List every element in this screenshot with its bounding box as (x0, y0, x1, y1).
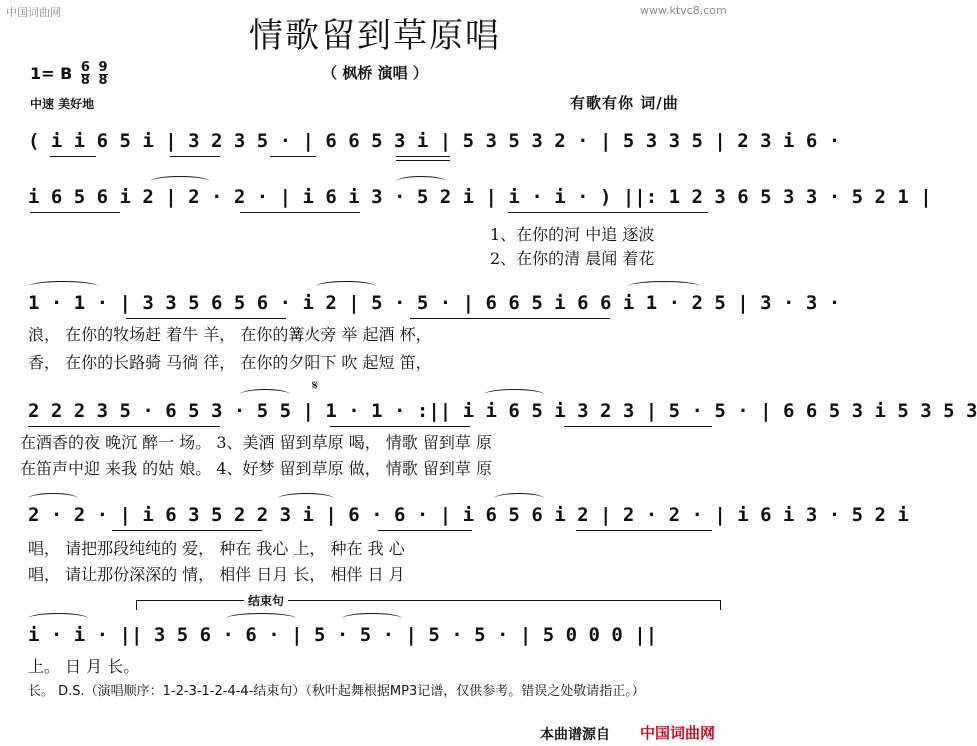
tie (494, 493, 544, 504)
beam (50, 156, 96, 157)
music-row-4: 2 2 2 3 5 · 6 5 3 · 5 5 | 1 · 1 · :|| i i 6 5 i 3 2 3 | 5 · 5 · | 6 6 5 3 i 5 3 5 3 (28, 400, 977, 422)
footer-site-link[interactable]: 中国词曲网 (640, 724, 716, 742)
tie (484, 389, 544, 400)
beam (576, 530, 712, 531)
lyrics-row-5-verse-1: 唱， 请把那段纯纯的 爱， 种在 我心 上， 种在 我 心 (28, 539, 405, 558)
beam (28, 426, 220, 427)
watermark-right: www.ktvc8.com (640, 4, 727, 17)
lyrics-row-2-verse-2: 2、在你的清 晨闻 着花 (490, 249, 655, 268)
tie (628, 281, 700, 292)
tie (28, 493, 78, 504)
beam (564, 426, 712, 427)
tie (342, 613, 402, 624)
time-signature-1: $\frac{6}{8}$ (80, 60, 90, 88)
singer-line: （ 枫桥 演唱 ） (322, 64, 428, 82)
tie (278, 493, 334, 504)
music-row-6: i · i · || 3 5 6 · 6 · | 5 · 5 · | 5 · 5 · | 5 0 0 0 || (28, 624, 658, 646)
ending-bracket-tick (136, 600, 137, 610)
ending-bracket (136, 600, 720, 601)
beam (240, 212, 360, 213)
watermark-left: 中国词曲网 (6, 6, 61, 19)
ending-bracket-tick (720, 600, 721, 610)
performance-order-note: 长。 D.S.（演唱顺序：1-2-3-1-2-4-4-结束句）（秋叶起舞根据MP3记谱，仅供参考。错误之处敬请指正。） (28, 684, 645, 699)
lyrics-row-4-verse-1: 在酒香的夜 晚沉 醉一 场。 3、美酒 留到草原 喝， 情歌 留到草 原 (20, 433, 492, 452)
tie (396, 176, 446, 187)
beam (112, 530, 262, 531)
key-signature (30, 62, 108, 87)
beam (30, 212, 120, 213)
lyrics-row-4-verse-2: 在笛声中迎 来我 的姑 娘。 4、好梦 留到草原 做， 情歌 留到草 原 (20, 459, 492, 478)
tie (28, 613, 88, 624)
tie (226, 613, 296, 624)
key-label: 1= B (30, 64, 73, 83)
music-row-3: 1 · 1 · | 3 3 5 6 5 6 · i 2 | 5 · 5 · | 6 6 5 i 6 6 i 1 · 2 5 | 3 · 3 · (28, 292, 841, 314)
tie (28, 281, 98, 292)
music-row-1: ( i i 6 5 i | 3 2 3 5 · | 6 6 5 3 i | 5 3 5 3 2 · | 5 3 3 5 | 2 3 i 6 · (28, 130, 841, 152)
lyrics-row-5-verse-2: 唱， 请让那份深深的 情， 相伴 日月 长， 相伴 日 月 (28, 565, 405, 584)
time-signature-2: $\frac{9}{8}$ (98, 60, 108, 88)
footer-source-label: 本曲谱源自 (540, 727, 610, 743)
beam (508, 212, 708, 213)
ending-label: 结束句 (244, 592, 288, 609)
beam (396, 160, 450, 161)
tie (150, 176, 210, 187)
beam (378, 530, 472, 531)
page-title: 情歌留到草原唱 (249, 16, 501, 56)
lyrics-row-2-verse-1: 1、在你的河 中追 逐波 (490, 225, 655, 244)
beam (396, 156, 450, 157)
beam (410, 318, 610, 319)
tie (316, 281, 376, 292)
beam (170, 156, 220, 157)
credit-line: 有歌有你 词/曲 (570, 94, 679, 112)
tie (240, 389, 290, 400)
segno-sign: 𝄋 (312, 378, 319, 394)
music-row-2: i 6 5 6 i 2 | 2 · 2 · | i 6 i 3 · 5 2 i | i · i · ) ||: 1 2 3 6 5 3 3 · 5 2 1 | (28, 186, 932, 208)
beam (330, 426, 470, 427)
beam (270, 156, 316, 157)
tempo-marking: 中速 美好地 (30, 97, 95, 111)
lyrics-row-3-verse-1: 浪， 在你的牧场赶 着牛 羊， 在你的篝火旁 举 起酒 杯， (28, 325, 432, 344)
music-row-5: 2 · 2 · | i 6 3 5 2 2 3 i | 6 · 6 · | i 6 5 6 i 2 | 2 · 2 · | i 6 i 3 · 5 2 i (28, 504, 909, 526)
beam (126, 318, 286, 319)
lyrics-row-6-verse-1: 上。 日 月 长。 (28, 657, 140, 676)
lyrics-row-3-verse-2: 香， 在你的长路骑 马徜 徉， 在你的夕阳下 吹 起短 笛， (28, 353, 432, 372)
